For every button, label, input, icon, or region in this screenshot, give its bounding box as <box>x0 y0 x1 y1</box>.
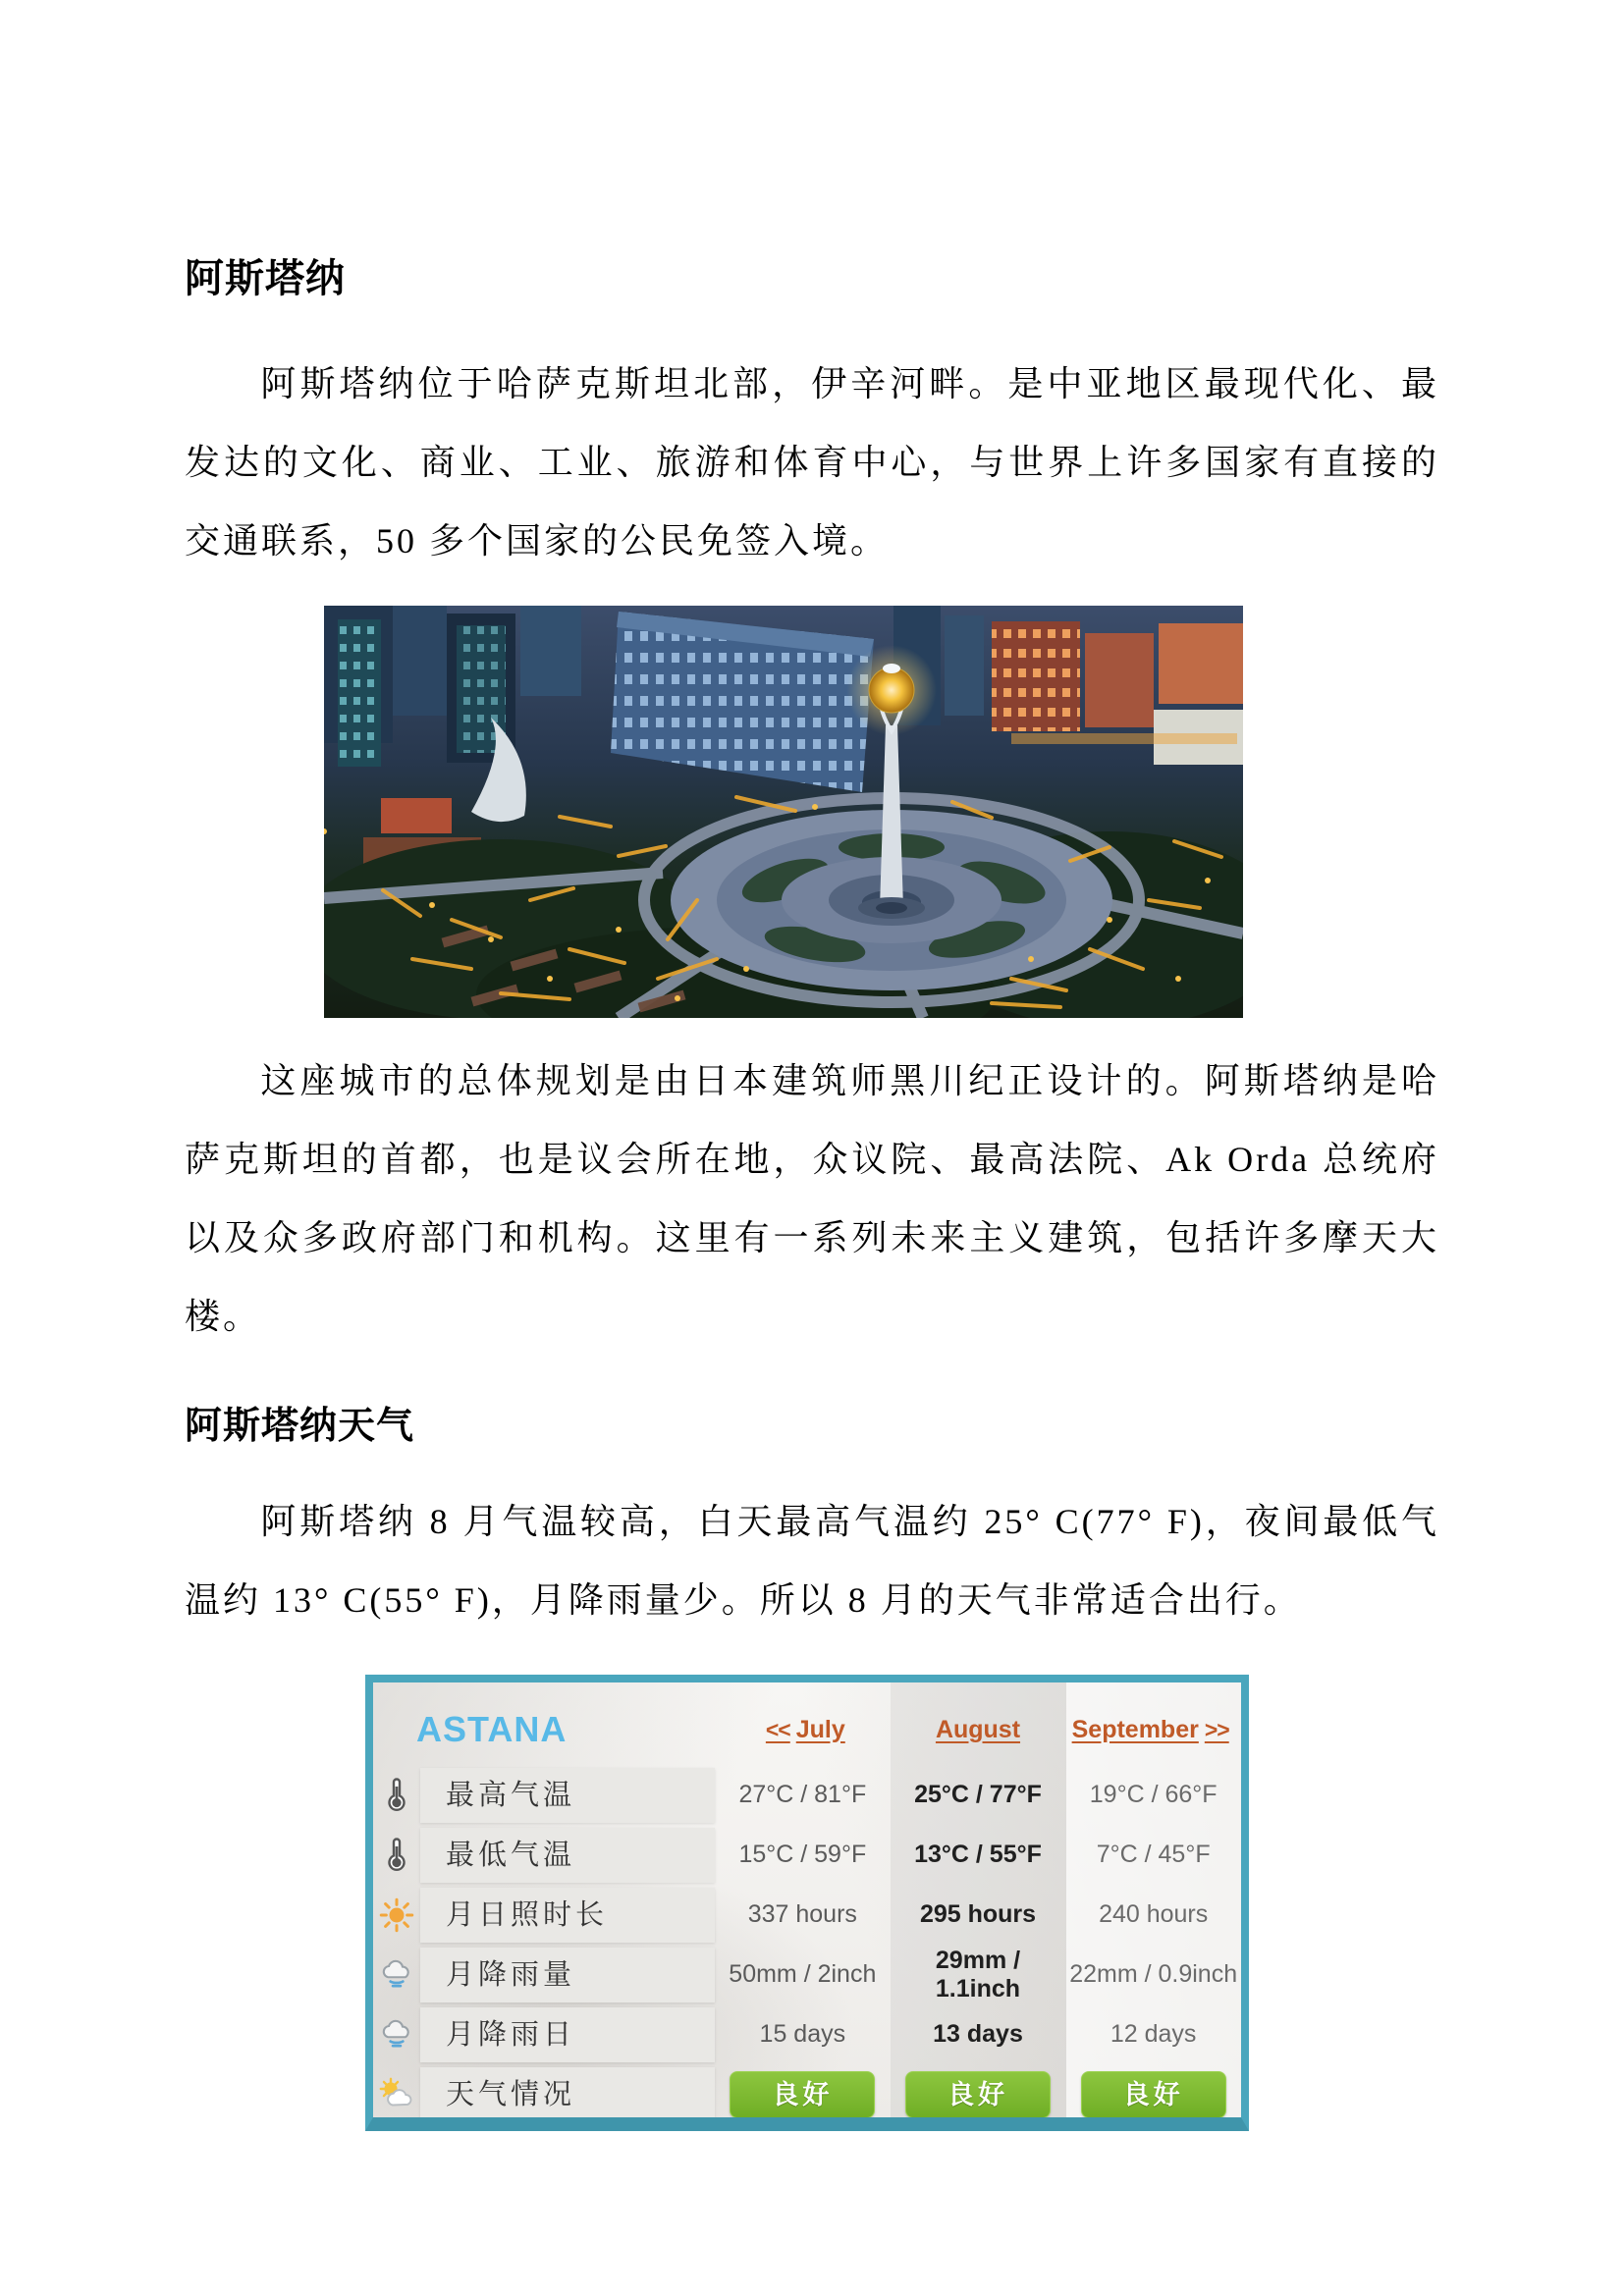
month-column-july <box>715 1716 891 1744</box>
row-value: 29mm / 1.1inch <box>935 1946 1021 2002</box>
thermometer-icon <box>379 1838 414 1873</box>
row-label: 最低气温 <box>420 1828 715 1883</box>
next-month-link[interactable]: >> <box>1204 1716 1229 1742</box>
month-link-july[interactable]: July <box>795 1715 845 1743</box>
status-good-button[interactable]: 良好 <box>1081 2071 1226 2118</box>
weather-section-heading: 阿斯塔纳天气 <box>185 1406 415 1447</box>
row-value: 15 days <box>759 2020 846 2048</box>
table-row <box>373 1765 1241 1825</box>
row-value: 337 hours <box>747 1900 857 1928</box>
row-value: 15°C / 59°F <box>738 1841 867 1868</box>
row-label: 月降雨量 <box>420 1948 715 2002</box>
row-value: 12 days <box>1110 2020 1197 2048</box>
row-value: 19°C / 66°F <box>1089 1781 1218 1808</box>
status-good-button[interactable]: 良好 <box>730 2071 875 2118</box>
weather-rows <box>373 1765 1241 2124</box>
weather-widget-header <box>373 1694 1241 1765</box>
month-column-august <box>891 1716 1066 1744</box>
sun-cloud-icon <box>379 2077 414 2112</box>
row-value: 25°C / 77°F <box>914 1781 1042 1808</box>
month-column-september <box>1065 1716 1241 1744</box>
row-label: 天气情况 <box>420 2067 715 2122</box>
row-value: 295 hours <box>919 1900 1037 1928</box>
row-value <box>715 2071 891 2118</box>
page-title: 阿斯塔纳 <box>185 256 346 300</box>
row-value <box>1065 2071 1241 2118</box>
rain-cloud-icon <box>379 1957 414 1993</box>
row-value: 50mm / 2inch <box>729 1960 877 1988</box>
row-value: 22mm / 0.9inch <box>1069 1960 1238 1988</box>
row-value: 240 hours <box>1099 1900 1209 1928</box>
sun-icon <box>379 1897 414 1933</box>
astana-city-photo <box>324 606 1243 1018</box>
rain-cloud-icon <box>379 2017 414 2053</box>
thermometer-icon <box>379 1778 414 1813</box>
row-value: 13°C / 55°F <box>914 1841 1042 1868</box>
prev-month-link[interactable]: << <box>765 1716 790 1742</box>
row-value: 27°C / 81°F <box>738 1781 867 1808</box>
weather-widget <box>365 1675 1249 2131</box>
row-label: 最高气温 <box>420 1768 715 1823</box>
astana-logo: ASTANA <box>416 1709 568 1749</box>
table-row <box>373 2004 1241 2064</box>
status-good-button[interactable]: 良好 <box>905 2071 1051 2118</box>
table-row <box>373 2064 1241 2124</box>
row-label: 月降雨日 <box>420 2007 715 2062</box>
month-link-august[interactable]: August <box>935 1715 1021 1743</box>
row-value <box>891 2071 1066 2118</box>
city-description-paragraph: 这座城市的总体规划是由日本建筑师黑川纪正设计的。阿斯塔纳是哈萨克斯坦的首都，也是议会所在地，众议院、最高法院、Ak Orda 总统府以及众多政府部门和机构。这里有一系列未来主义建筑，包括许多摩天大楼。 <box>185 1061 1439 1336</box>
row-label: 月日照时长 <box>420 1888 715 1943</box>
row-value: 13 days <box>933 2020 1023 2048</box>
intro-paragraph: 阿斯塔纳位于哈萨克斯坦北部，伊辛河畔。是中亚地区最现代化、最发达的文化、商业、工业、旅游和体育中心，与世界上许多国家有直接的交通联系，50 多个国家的公民免签入境。 <box>185 364 1439 561</box>
table-row <box>373 1945 1241 2004</box>
weather-paragraph: 阿斯塔纳 8 月气温较高，白天最高气温约 25° C(77° F)，夜间最低气温约 13° C(55° F)，月降雨量少。所以 8 月的天气非常适合出行。 <box>185 1502 1439 1620</box>
table-row <box>373 1885 1241 1945</box>
table-row <box>373 1825 1241 1885</box>
city-photo-illustration <box>324 606 1243 1018</box>
month-link-september[interactable]: September <box>1071 1715 1199 1743</box>
row-value: 7°C / 45°F <box>1096 1841 1211 1868</box>
